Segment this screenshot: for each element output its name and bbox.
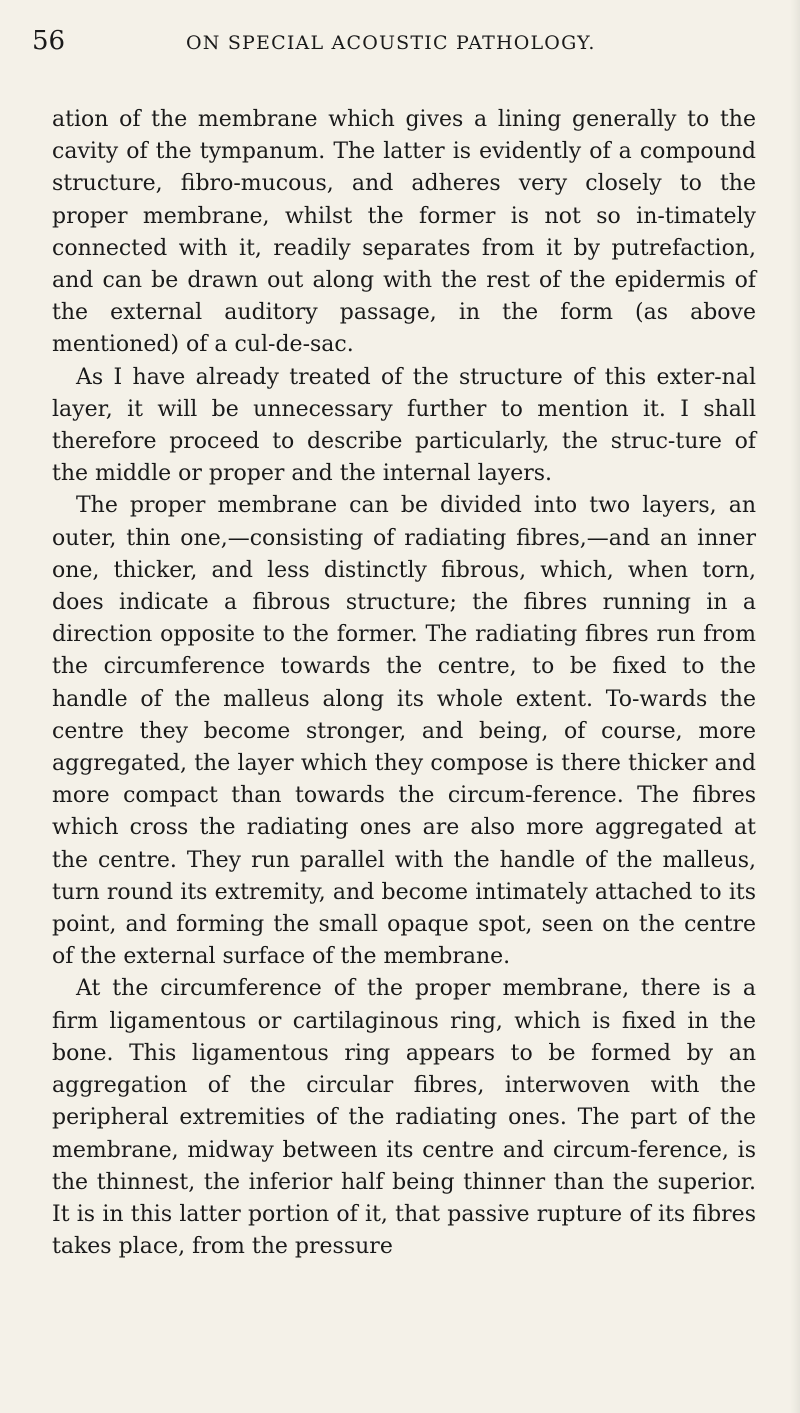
page-header [32, 26, 756, 70]
paragraph-3: The proper membrane can be divided into two layers, an outer, thin one,—consisting of radiating fibres,—and an inner one, thicker, and less distinctly fibrous, which, when torn, does indicate a fibrous structure; the fibres running in a direction opposite to the former. The radiating fibres run from the circumference towards the centre, to be fixed to the handle of the malleus along its whole extent. To-wards the centre they become stronger, and being, of course, more aggregated, the layer which they compose is there thicker and more compact than towards the circum-ference. The fibres which cross the radiating ones are also more aggregated at the centre. They run parallel with the handle of the malleus, turn round its extremity, and become intimately attached to its point, and forming the small opaque spot, seen on the centre of the external surface of the membrane. [52, 493, 756, 970]
paragraph-1: ation of the membrane which gives a lining generally to the cavity of the tympanum. The latter is evidently of a compound structure, fibro-mucous, and adheres very closely to the proper membrane, whilst the former is not so in-timately connected with it, readily separates from it by putrefaction, and can be drawn out along with the rest of the epidermis of the external auditory passage, in the form (as above mentioned) of a cul-de-sac. [52, 107, 756, 358]
page-edge-shadow [790, 0, 800, 1413]
paragraph-2: As I have already treated of the structure of this exter-nal layer, it will be unnecessary further to mention it. I shall therefore proceed to describe particularly, the struc-ture of the middle or proper and the internal layers. [52, 364, 756, 487]
paragraph-4: At the circumference of the proper membrane, there is a firm ligamentous or cartilaginous ring, which is fixed in the bone. This ligamentous ring appears to be formed by an aggregation of the circular fibres, interwoven with the peripheral extremities of the radiating ones. The part of the membrane, midway between its centre and circum-ference, is the thinnest, the inferior half being thinner than the superior. It is in this latter portion of it, that passive rupture of its fibres takes place, from the pressure [52, 976, 756, 1260]
page-number: 56 [32, 26, 66, 56]
running-head: ON SPECIAL ACOUSTIC PATHOLOGY. [186, 32, 596, 54]
body-text [52, 104, 756, 1263]
